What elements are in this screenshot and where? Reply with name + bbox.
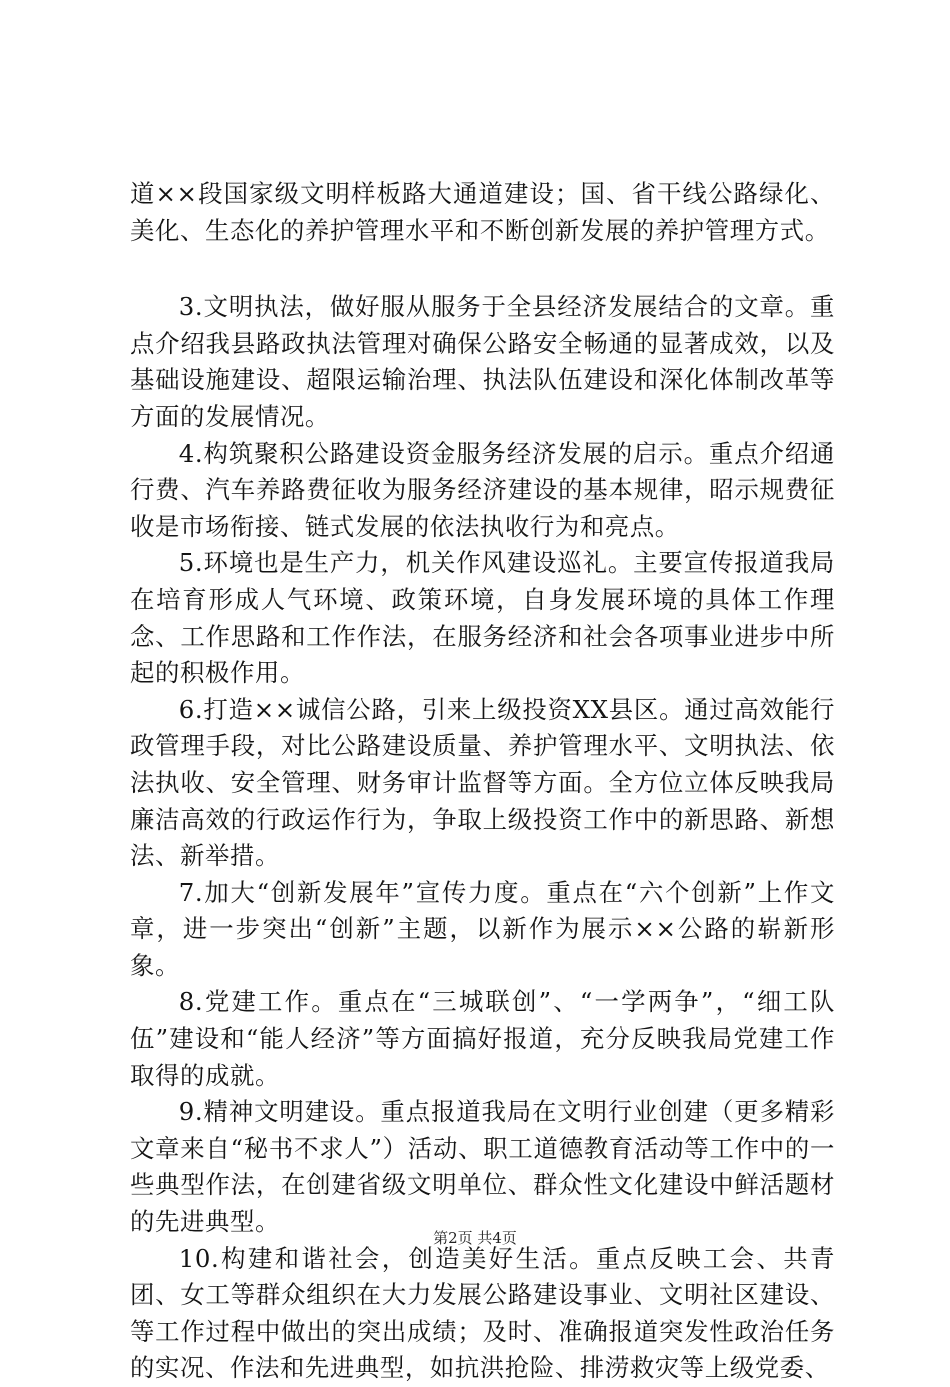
document-body <box>130 176 835 1387</box>
paragraph-item-4: 4.构筑聚积公路建设资金服务经济发展的启示。重点介绍通行费、汽车养路费征收为服务经济建设的基本规律，昭示规费征收是市场衔接、链式发展的依法执收行为和亮点。 <box>130 438 835 541</box>
paragraph-item-6: 6.打造××诚信公路，引来上级投资XX县区。通过高效能行政管理手段，对比公路建设质量、养护管理水平、文明执法、依法执收、安全管理、财务审计监督等方面。全方位立体反映我局廉洁高效的行政运作行为，争取上级投资工作中的新思路、新想法、新举措。 <box>130 694 835 871</box>
paragraph-item-5: 5.环境也是生产力，机关作风建设巡礼。主要宣传报道我局在培育形成人气环境、政策环境，自身发展环境的具体工作理念、工作思路和工作作法，在服务经济和社会各项事业进步中所起的积极作用。 <box>130 548 835 688</box>
paragraph-item-10: 10.构建和谐社会，创造美好生活。重点反映工会、共青团、女工等群众组织在大力发展公路建设事业、文明社区建设、等工作过程中做出的突出成绩；及时、准确报道突发性政治任务的实况、作法和先进典型，如抗洪抢险、排涝救灾等上级党委、 <box>130 1243 835 1383</box>
paragraph-item-7: 7.加大“创新发展年”宣传力度。重点在“六个创新”上作文章，进一步突出“创新”主题，以新作为展示××公路的崭新形象。 <box>130 877 835 980</box>
page-number-footer: 第2页 共4页 <box>433 1229 517 1247</box>
paragraph-continuation: 道××段国家级文明样板路大通道建设；国、省干线公路绿化、美化、生态化的养护管理水平和不断创新发展的养护管理方式。 <box>130 179 835 245</box>
paragraph-item-8: 8.党建工作。重点在“三城联创”、“一学两争”，“细工队伍”建设和“能人经济”等方面搞好报道，充分反映我局党建工作取得的成就。 <box>130 987 835 1090</box>
paragraph-item-3: 3.文明执法，做好服从服务于全县经济发展结合的文章。重点介绍我县路政执法管理对确保公路安全畅通的显著成效，以及基础设施建设、超限运输治理、执法队伍建设和深化体制改革等方面的发展情况。 <box>130 292 835 431</box>
paragraph-item-9: 9.精神文明建设。重点报道我局在文明行业创建（更多精彩文章来自“秘书不求人”）活动、职工道德教育活动等工作中的一些典型作法，在创建省级文明单位、群众性文化建设中鲜活题材的先进典型。 <box>130 1097 835 1237</box>
